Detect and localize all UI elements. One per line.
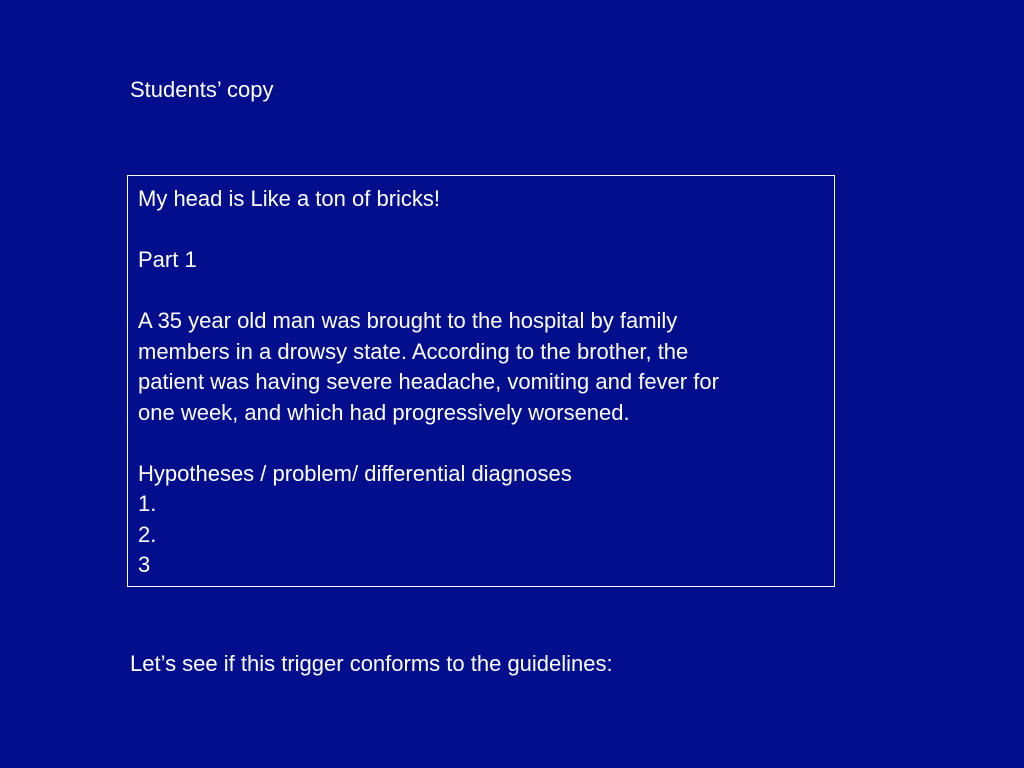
blank-line: [138, 215, 824, 246]
part-label: Part 1: [138, 247, 197, 272]
case-title: My head is Like a ton of bricks!: [138, 186, 441, 211]
list-item: 2.: [138, 521, 157, 547]
guidelines-prompt: Let’s see if this trigger conforms to the guidelines:: [130, 651, 613, 676]
list-item: 3: [138, 552, 151, 577]
paragraph-line: patient was having severe headache, vomiting and fever for: [138, 369, 719, 394]
hypotheses-heading: Hypotheses / problem/ differential diagnoses: [138, 460, 572, 486]
list-item: 1.: [138, 491, 157, 516]
paragraph-line: one week, and which had progressively worsened.: [138, 399, 630, 425]
paragraph-line: members in a drowsy state. According to the brother, the: [138, 338, 689, 364]
blank-line: [138, 276, 824, 307]
case-paragraph: [138, 306, 824, 428]
students-copy-label: Students’ copy: [130, 77, 274, 102]
blank-line: [138, 428, 824, 459]
case-text-box: [127, 175, 835, 587]
paragraph-line: A 35 year old man was brought to the hospital by family: [138, 308, 678, 333]
